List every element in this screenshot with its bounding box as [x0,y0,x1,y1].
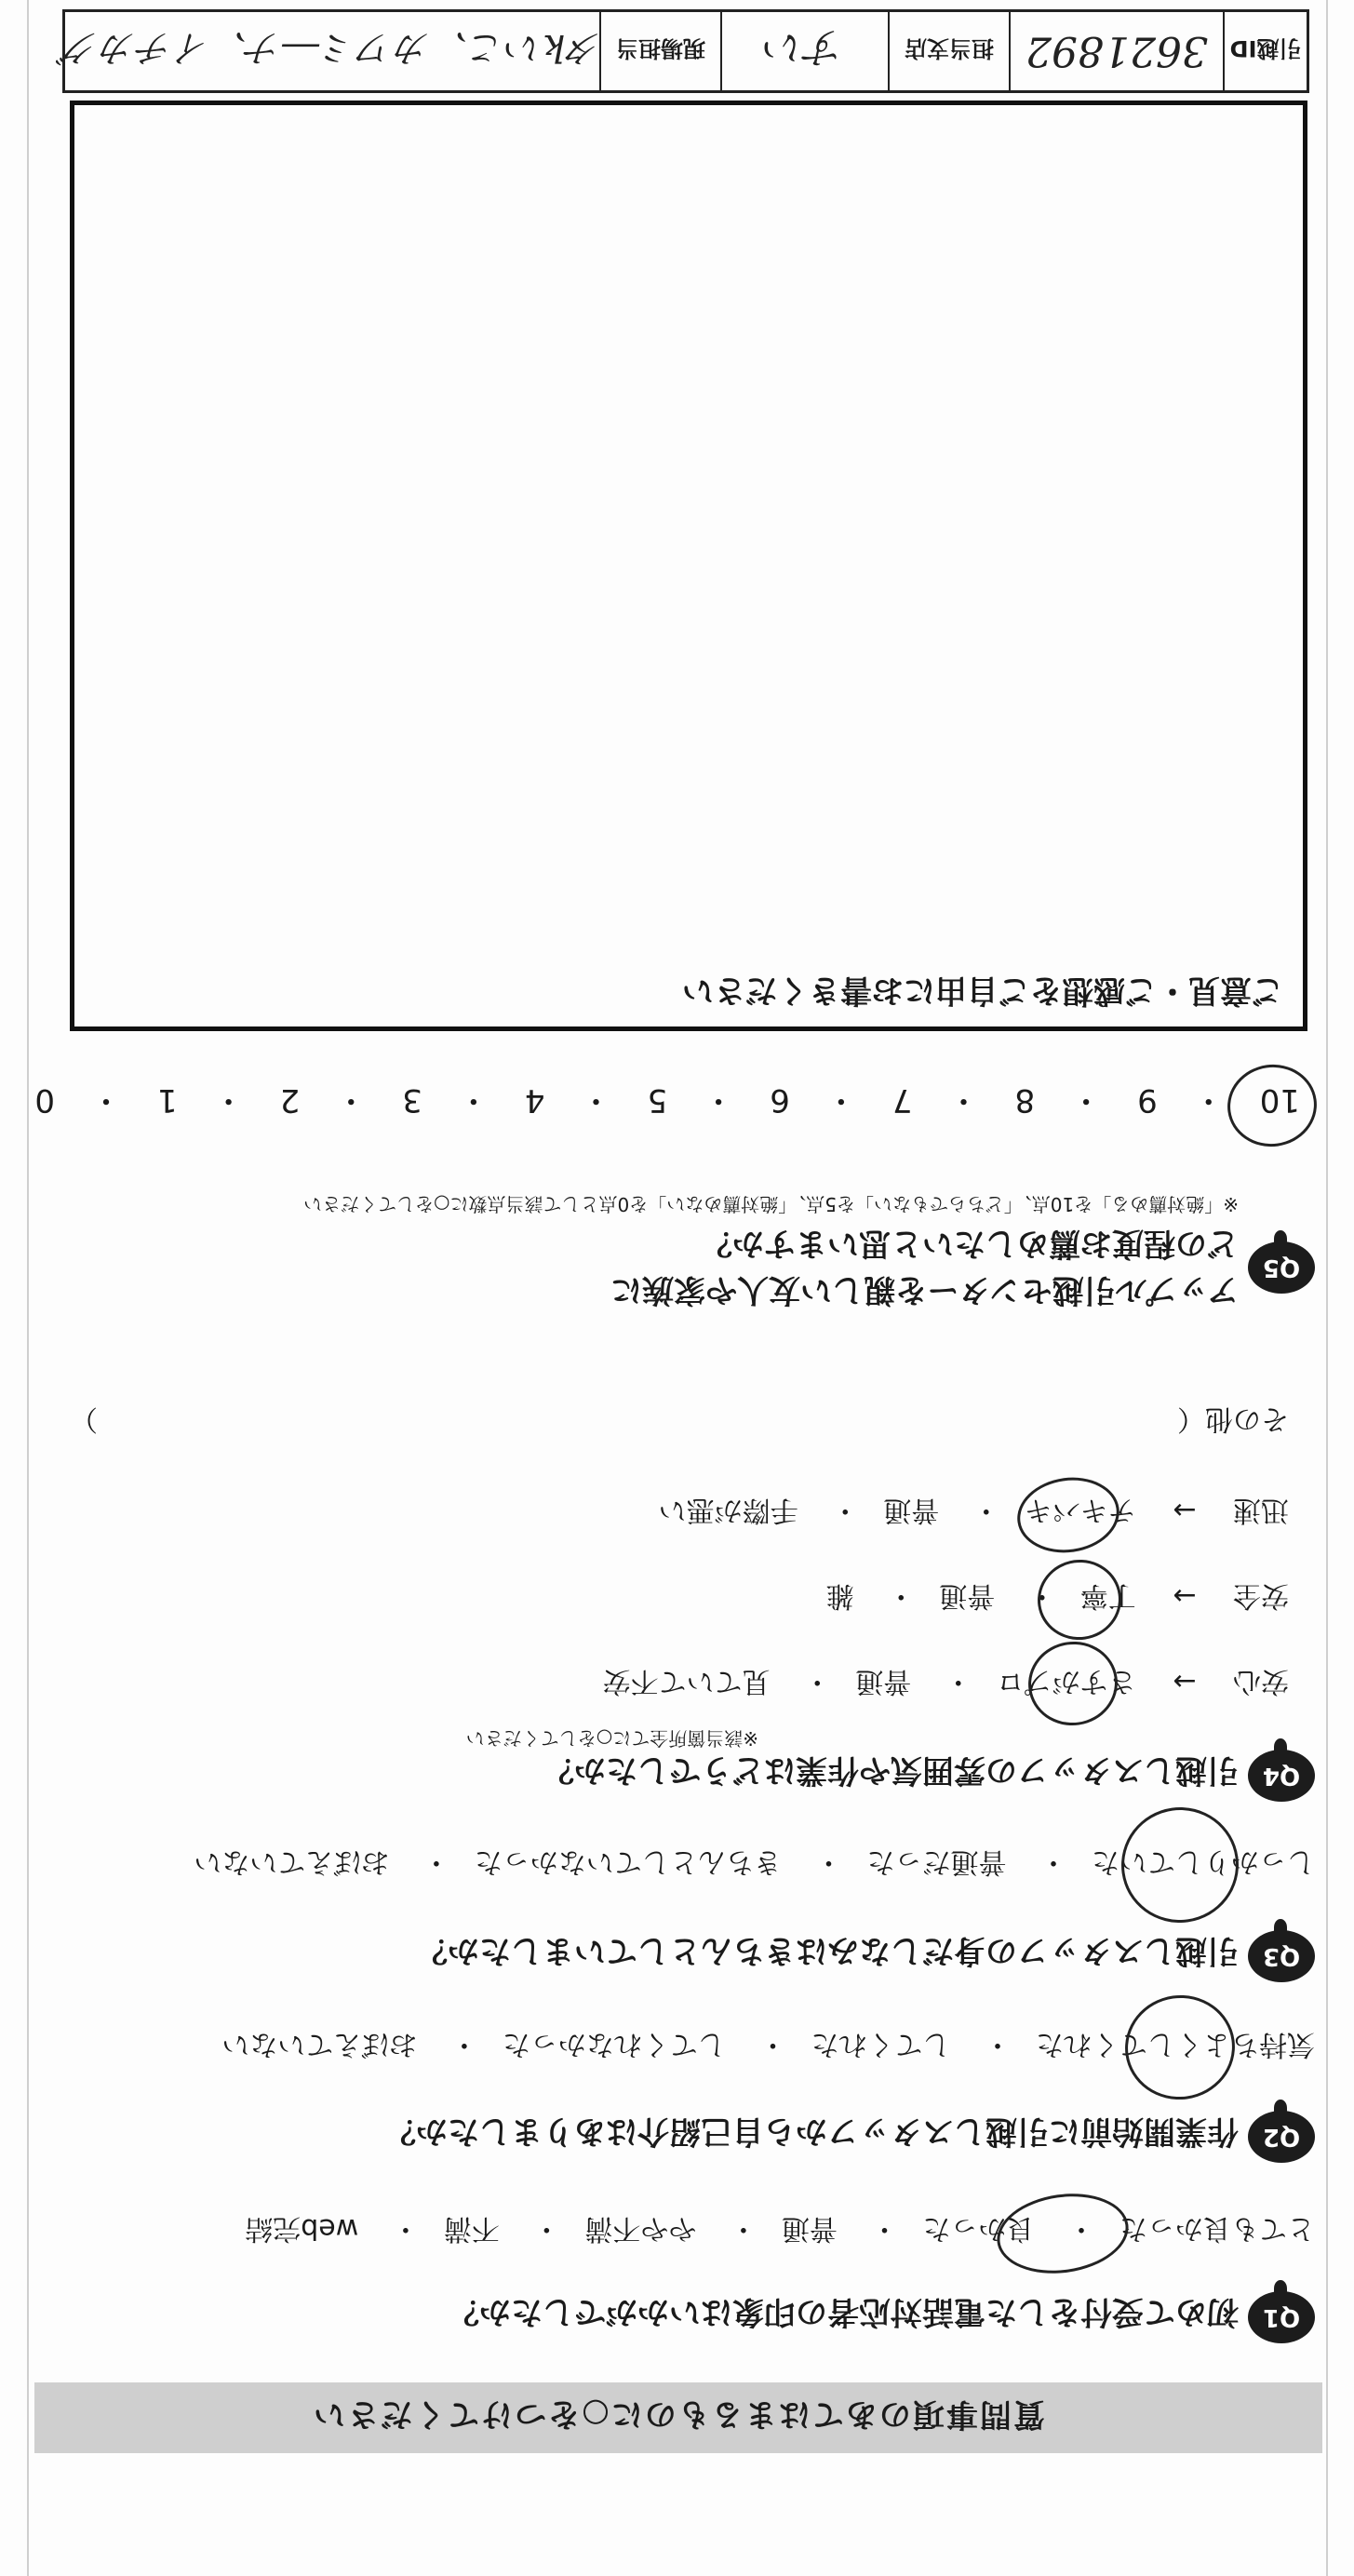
q5-score-5[interactable]: 5 [647,1081,668,1119]
q2-option-pleasant[interactable]: 気持ちよくしてくれた [1036,2028,1315,2060]
q4-other-row [1177,1402,1289,1442]
q3-option-neat[interactable]: しっかりしていた [1092,1845,1315,1878]
q5-score-8[interactable]: 8 [1014,1081,1036,1119]
q3-option-dont-remember[interactable]: おぼえていない [194,1845,390,1878]
id-label: 引越ID [1223,12,1307,90]
q1-option-normal[interactable]: 普通 [781,2212,838,2245]
q5-score-separator: ・ [947,1081,980,1119]
q2-badge: Q2 [1248,2111,1315,2163]
q5-score-separator: ・ [703,1081,735,1119]
q5-score-separator: ・ [1070,1081,1103,1119]
q4-reassurance-circle [1023,1636,1123,1731]
q3-answer-circle [1114,1800,1246,1930]
comment-label: ご意見・ご感想をご自由にお書きください [682,972,1283,1009]
q4-other-close: ） [70,1402,98,1435]
q4-option-anxious[interactable]: 見ていて不安 [602,1665,771,1697]
q5-badge: Q5 [1248,1241,1315,1294]
id-table [62,9,1309,93]
leader-label: 現場担当 [599,12,720,90]
q4-row-safety: 安全 → 丁寧・ 普通・ 雑 [825,1579,1289,1612]
q2-option-did-not[interactable]: してくれなかった [502,2028,726,2060]
q5-title-line1: アップル引越センターを親しい友人や家族に [610,1271,1239,1308]
q5-score-separator: ・ [457,1081,489,1119]
q5-score-9[interactable]: 9 [1137,1081,1158,1119]
q3-title: 引越しスタッフの身だしなみはきちんとしていましたか？ [416,1932,1239,1969]
q4-option-normal[interactable]: 普通 [939,1579,996,1612]
q4-badge: Q4 [1248,1750,1315,1802]
q3-option-normal[interactable]: 普通だった [866,1845,1007,1878]
id-value[interactable]: 3621892 [1009,12,1223,90]
q4-row-reassurance: 安心 → さすがプロ・ 普通・ 見ていて不安 [602,1665,1289,1697]
q5-score-3[interactable]: 3 [402,1081,422,1119]
q4-option-careful[interactable]: 丁寧 [1079,1579,1136,1612]
scan-edge-left [1326,0,1328,2576]
q4-option-brisk[interactable]: テキパキ [1024,1494,1136,1526]
q4-option-pro[interactable]: さすがプロ [996,1665,1136,1697]
q2-answer-circle [1119,1988,1241,2106]
q4-title: 引越しスタッフの雰囲気や作業はどうでしたか？ [543,1751,1239,1789]
q4-other-label: その他（ [1177,1402,1289,1435]
q5-score-6[interactable]: 6 [770,1081,790,1119]
q1-option-web[interactable]: web完結 [245,2212,359,2245]
q1-badge: Q1 [1248,2291,1315,2343]
q4-row-label: 安心 [1233,1665,1289,1697]
scan-edge-right [27,0,29,2576]
q1-title: 初めて受付をした電話対応者の印象はいかがでしたか？ [448,2293,1239,2330]
q1-option-somewhat-dissatisfied[interactable]: やや不満 [584,2212,697,2245]
branch-label: 担当支店 [888,12,1009,90]
q5-score-separator: ・ [89,1081,122,1119]
q3-badge: Q3 [1248,1930,1315,1982]
q5-score-separator: ・ [1192,1081,1225,1119]
q4-option-clumsy[interactable]: 手際が悪い [658,1494,798,1526]
q1-options: とても良かった・ 良かった・ 普通・ やや不満・ 不満・ web完結 [245,2212,1315,2245]
q5-note: ※「絶対薦める」を10点、「どちらでもない」を5点、「絶対薦めない」を0点として該当点数に○をしてください [303,1193,1239,1215]
branch-value[interactable]: すい [720,12,888,90]
q4-safety-circle [1032,1554,1126,1645]
q5-score-separator: ・ [824,1081,857,1119]
q4-row-label: 安全 [1233,1579,1289,1612]
q2-option-dont-remember[interactable]: おぼえていない [221,2028,418,2060]
q3-options: しっかりしていた・ 普通だった・ きちんとしていなかった・ おぼえていない [194,1845,1315,1878]
q4-speed-circle [1012,1471,1124,1560]
q4-row-label: 迅速 [1233,1494,1289,1526]
q4-option-normal[interactable]: 普通 [883,1494,940,1526]
q1-option-good[interactable]: 良かった [922,2212,1035,2245]
q5-title-line2: どの程度お薦めしたいと思いますか？ [701,1225,1239,1262]
q1-option-very-good[interactable]: とても良かった [1119,2212,1315,2245]
q2-option-did[interactable]: してくれた [811,2028,951,2060]
q5-score-1[interactable]: 1 [156,1081,178,1119]
q4-row-speed: 迅速 → テキパキ・ 普通・ 手際が悪い [658,1494,1289,1526]
q3-option-not-neat[interactable]: きちんとしていなかった [474,1845,782,1878]
q5-score-2[interactable]: 2 [279,1081,301,1119]
comment-box[interactable] [70,101,1307,1031]
q5-scale [34,1080,1300,1126]
q4-option-rough[interactable]: 雑 [825,1579,854,1612]
q1-option-dissatisfied[interactable]: 不満 [443,2212,500,2245]
leader-value[interactable]: タkいこ、カワミ―ナ、イチカグ [61,26,603,70]
q5-answer-circle [1222,1059,1321,1153]
q1-answer-circle [992,2186,1133,2282]
q5-score-0[interactable]: 0 [34,1081,55,1119]
q5-score-separator: ・ [335,1081,368,1119]
q4-note: ※該当箇所全てに○をしてください [465,1727,758,1750]
q2-title: 作業開始前に引越しスタッフから自己紹介はありましたか？ [384,2113,1239,2150]
q5-score-separator: ・ [580,1081,612,1119]
q2-options: 気持ちよくしてくれた・ してくれた・ してくれなかった・ おぼえていない [221,2028,1315,2060]
q5-score-7[interactable]: 7 [891,1081,913,1119]
q5-score-separator: ・ [212,1081,245,1119]
instruction-band [34,2382,1322,2453]
q5-score-4[interactable]: 4 [524,1081,545,1119]
q5-score-10[interactable]: 10 [1259,1081,1300,1119]
q4-option-normal[interactable]: 普通 [855,1665,912,1697]
instruction-text: 質問事項のあてはまるものに○をつけてください [312,2395,1045,2434]
